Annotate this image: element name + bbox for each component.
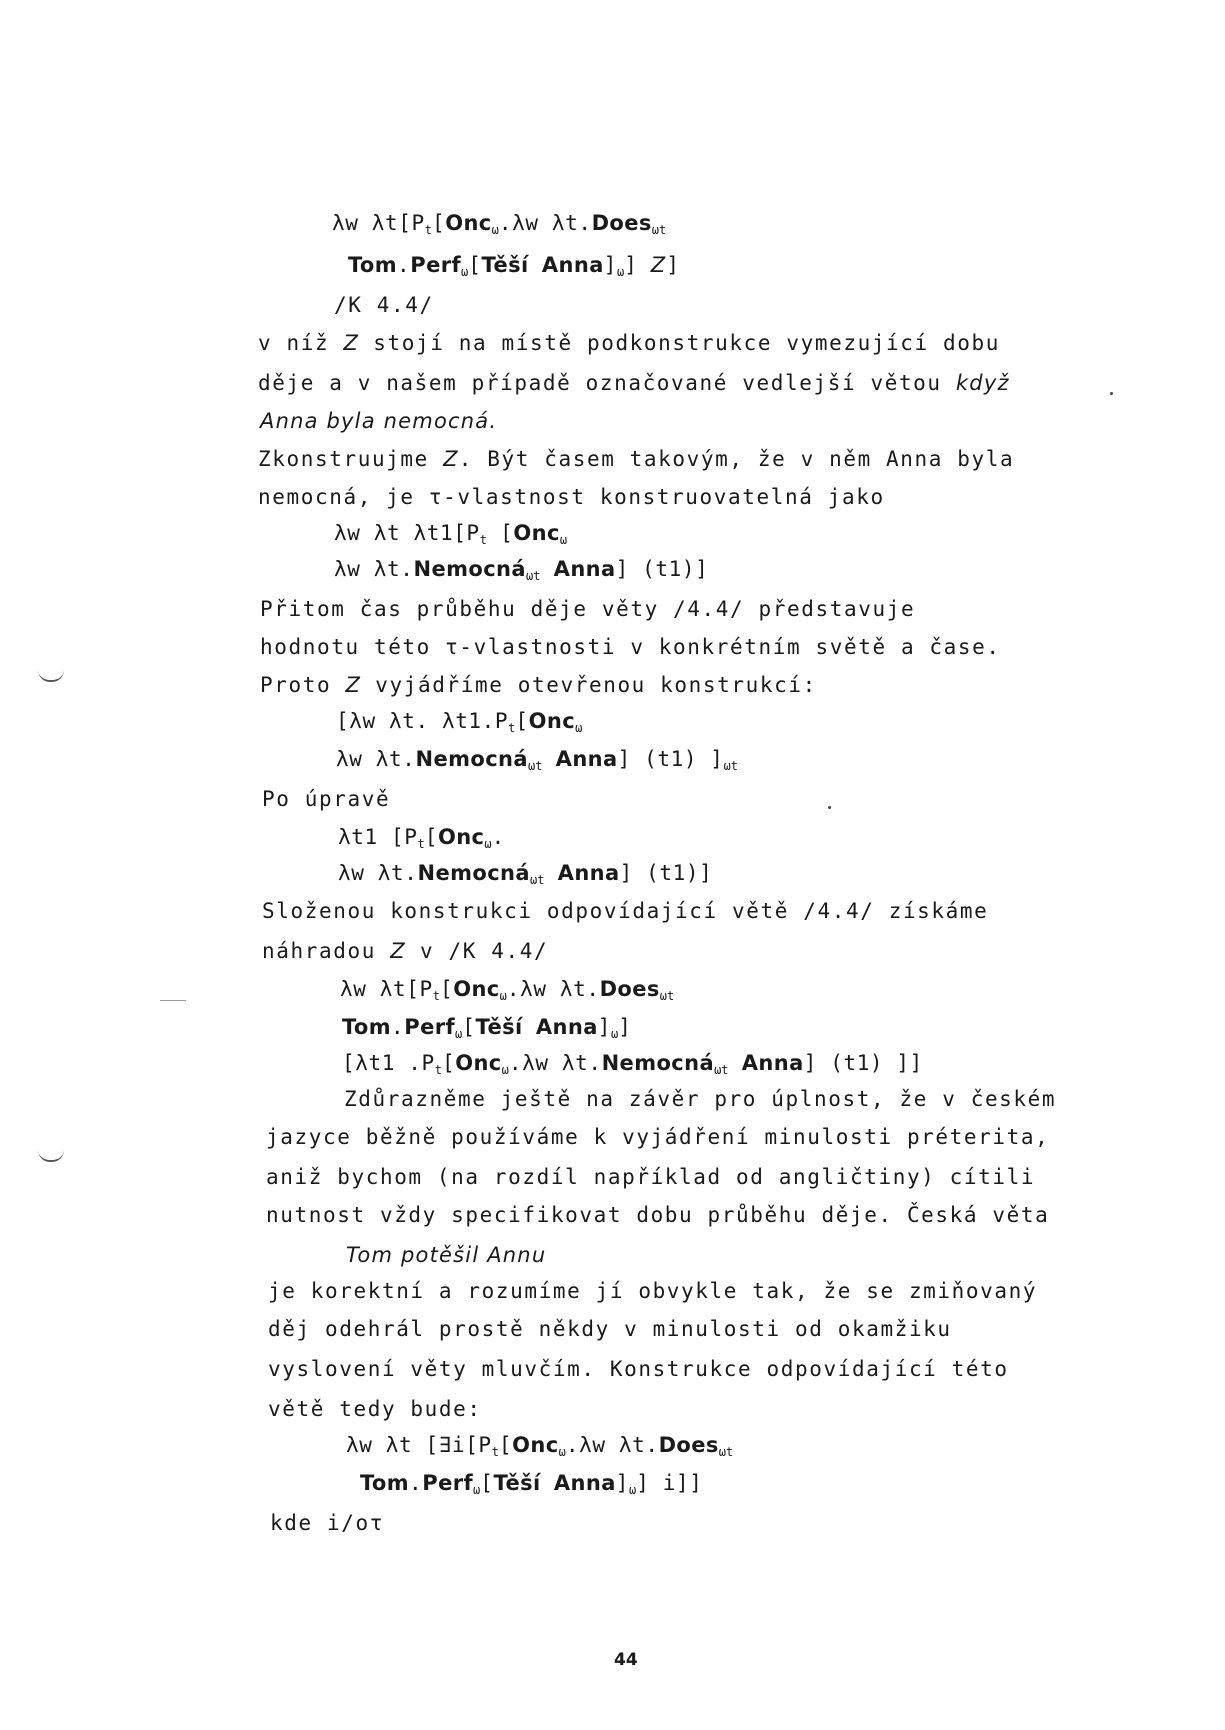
punch-hole-mark: [38, 670, 64, 682]
formula-line: λw $\lambda t[P_t[Onc_\omega.\lambda w$ λt.Does$_{\omega t}$: [332, 211, 667, 237]
formula-line: λw λt.Nemocná$_{\omega t}$ Anna] (t1)]: [334, 557, 709, 583]
body-line: nutnost vždy specifikovat dobu průběhu děje. Česká věta: [266, 1203, 1050, 1227]
formula-line: λw λt.Nemocná$_{\omega t}$ Anna] (t1)]: [338, 861, 713, 887]
body-line: je korektní a rozumíme jí obvykle tak, že se zmiňovaný: [268, 1279, 1038, 1303]
body-line: Přitom čas průběhu děje věty /4.4/ představuje: [260, 597, 916, 621]
body-line: jazyce běžně používáme k vyjádření minulosti préterita,: [266, 1125, 1050, 1149]
body-line: větě tedy bude:: [268, 1397, 482, 1421]
body-line: hodnotu této τ-vlastnosti v konkrétním světě a čase.: [260, 635, 1001, 659]
body-line: Po úpravě: [262, 787, 391, 811]
scan-speck: [1110, 392, 1113, 395]
scan-speck: [828, 806, 831, 809]
formula-line: λw λt [$\exists i[P_t[Onc_\omega.\lambda w$ λt.Does$_{\omega t}$: [346, 1433, 734, 1459]
body-line: vyslovení věty mluvčím. Konstrukce odpovídající této: [268, 1357, 1009, 1381]
body-line: děj odehrál prostě někdy v minulosti od okamžiku: [268, 1317, 952, 1341]
body-line: aniž bychom (na rozdíl například od angličtiny) cítili: [266, 1165, 1036, 1189]
example-sentence: Tom potěšil Annu: [346, 1243, 547, 1267]
formula-line: [λt1 $.P_t[Onc_\omega.\lambda w$ λt.Nemocná$_{\omega t}$ Anna] (t1) ]]: [342, 1051, 923, 1077]
body-line: děje a v našem případě označované vedlejší větou když: [258, 371, 1010, 395]
formula-line: λw λt $\lambda t1[P_t$ [Onc$_\omega$: [334, 521, 568, 547]
page-number: 44: [614, 1650, 638, 1670]
scan-mark: [160, 1000, 186, 1001]
punch-hole-mark: [38, 1150, 64, 1162]
formula-label: /K 4.4/: [334, 293, 434, 317]
formula-line: λt1 [$P_t[Onc_\omega$.: [338, 825, 505, 851]
body-line: nemocná, je τ-vlastnost konstruovatelná jako: [258, 485, 885, 509]
formula-line: Tom.Perf$_\omega$[Těší $Anna]_\omega$]: [342, 1015, 632, 1041]
formula-line: λw $\lambda t[P_t[Onc_\omega.\lambda w$ λt.Does$_{\omega t}$: [340, 977, 675, 1003]
formula-line: [λw λt. $\lambda t1.P_t[Onc_\omega$: [336, 709, 583, 735]
body-line: Složenou konstrukci odpovídající větě /4.4/ získáme: [262, 899, 989, 923]
body-line: náhradou Z v /K 4.4/: [262, 939, 549, 963]
body-line: v níž Z stojí na místě podkonstrukce vymezující dobu: [258, 331, 1001, 355]
body-line: Proto Z vyjádříme otevřenou konstrukcí:: [260, 673, 817, 697]
formula-line: Tom.Perf$_\omega$[Těší $Anna]_\omega$] i]]: [360, 1471, 703, 1497]
body-line: kde i/oτ: [270, 1511, 384, 1535]
body-line: Zdůrazněme ještě na závěr pro úplnost, že v českém: [344, 1087, 1057, 1111]
formula-line: λw λt.Nemocná$_{\omega t}$ Anna] (t1) ]$_{\omega t}$: [336, 747, 739, 773]
body-line-italic: Anna byla nemocná.: [260, 409, 498, 433]
formula-line: Tom.Perf$_\omega$[Těší $Anna]_\omega$] Z]: [348, 253, 680, 279]
body-line: Zkonstruujme Z. Být časem takovým, že v něm Anna byla: [258, 447, 1015, 471]
